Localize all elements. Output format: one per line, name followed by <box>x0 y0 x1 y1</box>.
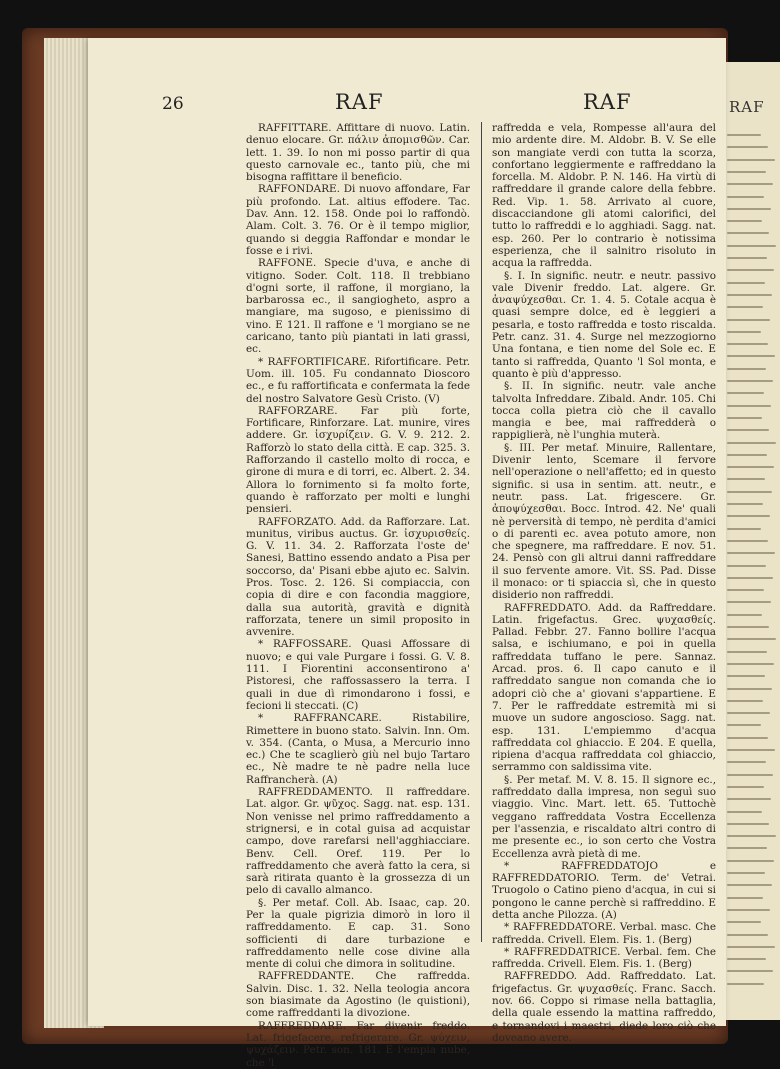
next-page-text-line <box>727 786 764 788</box>
dictionary-entry: RAFFORZARE. Far più forte, Fortificare, Rinforzare. Lat. munire, vires addere. Gr. ἰσχυρίζειν. G. V. 9. 212. 2. Rafforzò lo stato della città. E cap. 325. 3. Rafforzando il castello molto di rocca, e girone di mura e di torri, ec. Albert. 2. 34. Allora lo fornimento si fa molto forte, quando è rafforzato per molti e lunghi pensieri. <box>246 404 470 516</box>
dictionary-entry: RAFFREDDARE. Far divenir freddo. Lat. frigefacere, refrigerare. Gr. ψύχειν, ψυχάζειν. Petr. son. 181. E l'empia nube, che 'l <box>246 1019 470 1069</box>
next-page-text-line <box>727 220 762 222</box>
next-page-text-line <box>727 134 761 136</box>
next-page-text-line <box>727 405 771 407</box>
next-page-text-line <box>727 798 771 800</box>
dictionary-entry: §. III. Per metaf. Minuire, Rallentare, Divenir lento, Scemare il fervore nell'operazione o nell'affetto; ed in questo signific. si usa in sentim. att. neutr., e neutr. pass. Lat. frigescere. Gr. ἀποψύχεσθαι. Bocc. Introd. 42. Ne' quali nè perversità di tempo, nè perdita d'amici o di parenti ec. avea potuto amore, non che spegnere, ma raffreddare. E nov. 51. 24. Pensò con gli altrui danni raffreddare il suo fervente amore. Vit. SS. Pad. Disse il monaco: or ti spiaccia sì, che in questo disiderio non raffreddi. <box>492 441 716 602</box>
next-page-text-line <box>727 269 774 271</box>
dictionary-entry: §. Per metaf. Coll. Ab. Isaac, cap. 20. Per la quale pigrizia dimorò in loro il raffreddamento. E cap. 31. Sono sofficienti di dare turbazione e raffreddamento nelle cose divine alla mente di colui che dimora in solitudine. <box>246 896 470 971</box>
next-page-text-line <box>727 257 767 259</box>
next-page-text-line <box>727 897 763 899</box>
next-page-text-line <box>727 712 770 714</box>
dictionary-entry: RAFFONDARE. Di nuovo affondare, Far più profondo. Lat. altius effodere. Tac. Dav. Ann. 12. 158. Onde poi lo raffondò. Alam. Colt. 3. 76. Or è il tempo miglior, quando si deggia Raffondar e mondar le fosse e i rivi. <box>246 183 470 257</box>
next-page-text-line <box>727 675 765 677</box>
next-page-text-line <box>727 737 768 739</box>
next-page-text-line <box>727 934 768 936</box>
next-page-text-line <box>727 429 769 431</box>
next-page-text-line <box>727 565 766 567</box>
next-page-text-line <box>727 540 768 542</box>
next-page-text-line <box>727 921 761 923</box>
running-header-left: RAF <box>335 90 384 114</box>
dictionary-entry: RAFFITTARE. Affittare di nuovo. Latin. denuo elocare. Gr. πάλιν ἀπομισθῶν. Car. lett. 1. 39. Io non mi posso partir di qua questo carnovale ec., tanto più, che mi bisogna raffittare il beneficio. <box>246 122 470 184</box>
next-page-text-line <box>727 466 774 468</box>
next-page-text-line <box>727 294 772 296</box>
next-page-text-line <box>727 847 767 849</box>
next-page-text-line <box>727 171 766 173</box>
dictionary-entry: RAFFREDDO. Add. Raffreddato. Lat. frigefactus. Gr. ψυχασθείς. Franc. Sacch. nov. 66. Coppo si rimase nella battaglia, della quale essendo la mattina raffreddo, e tornandovi i maestri, diede loro ciò che doveano avere. <box>492 970 716 1044</box>
next-page-text-line <box>727 724 761 726</box>
next-page-text-line <box>727 503 763 505</box>
next-page-text-line <box>727 196 764 198</box>
next-page-text-line <box>727 823 769 825</box>
next-page-text-line <box>727 749 775 751</box>
running-header-right: RAF <box>583 90 632 114</box>
dictionary-entry: RAFFREDDANTE. Che raffredda. Salvin. Disc. 1. 32. Nella teologia ancora son biasimate da Agostino (le quistioni), come raffreddanti la divozione. <box>246 970 470 1020</box>
next-page-text-line <box>727 909 770 911</box>
next-page-text-line <box>727 601 771 603</box>
dictionary-entry: * RAFFOSSARE. Quasi Affossare di nuovo; e qui vale Purgare i fossi. G. V. 8. 111. I Fiorentini acconsentirono a' Pistoresi, che raffossassero la terra. I quali in due dì rimondarono i fossi, e fecioni li steccati. (C) <box>246 638 470 712</box>
next-page-text-line <box>727 688 772 690</box>
next-page-text-line <box>727 515 770 517</box>
next-page-text-line <box>727 245 776 247</box>
next-page-text-line <box>727 183 773 185</box>
next-page-text-line <box>727 811 762 813</box>
next-page-text-line <box>727 491 772 493</box>
dictionary-entry: RAFFREDDATO. Add. da Raffreddare. Latin. frigefactus. Grec. ψυχασθείς. Pallad. Febbr. 27. Fanno bollire l'acqua salsa, e ischiumano, e poi in quella raffreddata tuffano le pere. Sannaz. Arcad. pros. 6. Il capo canuto e il raffreddato sangue non comanda che io adopri ciò che a' giovani s'appartiene. E 7. Per le raffreddate estremità mi si muove un sudore angoscioso. Sagg. nat. esp. 131. L'empiemmo d'acqua raffreddata col ghiaccio. E 204. E quella, ripiena d'acqua raffreddata col ghiaccio, serrammo con saldissima vite. <box>492 601 716 774</box>
next-page-text-line <box>727 355 775 357</box>
next-page-text-line <box>727 884 772 886</box>
dictionary-entry: RAFFONE. Specie d'uva, e anche di vitigno. Soder. Colt. 118. Il trebbiano d'ogni sorte, il raffone, il morgiano, la barbarossa ec., il sangiogheto, aspro a mangiare, ma sugoso, e pienissimo di vino. E 121. Il raffone e 'l morgiano se ne caricano, tanto più piantati in lati grassi, ec. <box>246 257 470 356</box>
page-number: 26 <box>162 94 184 114</box>
next-page-text-line <box>727 306 763 308</box>
next-page-text-line <box>727 589 764 591</box>
dictionary-entry: §. II. In signific. neutr. vale anche talvolta Infreddare. Zibald. Andr. 105. Chi tocca colla pietra ciò che il cavallo mangia e bee, mai raffredderà o rappiglierà, nè l'unghia muterà. <box>492 380 716 442</box>
next-page-text-line <box>727 700 763 702</box>
next-page-text-line <box>727 319 770 321</box>
next-page-text-line <box>727 638 776 640</box>
next-page-text-line <box>727 626 769 628</box>
next-page-text-line <box>727 368 766 370</box>
next-page-text-line <box>727 651 767 653</box>
next-page-text-line <box>727 614 762 616</box>
dictionary-entry: RAFFORZATO. Add. da Rafforzare. Lat. munitus, viribus auctus. Gr. ἰσχυρισθείς. G. V. 11. 34. 2. Rafforzata l'oste de' Sanesi, Battino essendo andato a Pisa per soccorso, da' Pisani ebbe ajuto ec. Salvin. Pros. Tosc. 2. 126. Si compiaccia, con copia di dire e con facondia maggiore, dalla sua autorità, gravità e dignità rafforzata, tenere un simil proposito in avvenire. <box>246 515 470 639</box>
dictionary-entry: * RAFFRANCARE. Ristabilire, Rimettere in buono stato. Salvin. Inn. Om. v. 354. (Cantа, o Musa, a Mercurio inno ec.) Che te scaglierò giù nel bujo Tartaro ec., Nè madre te nè padre nella luce Raffrancherà. (A) <box>246 712 470 786</box>
next-page-text-line <box>727 442 776 444</box>
dictionary-entry: raffredda e vela, Rompesse all'aura del mio ardente dire. M. Aldobr. B. V. Se elle son mangiate verdi con tutta la scorza, confortano leggiermente e raffreddano la forcella. M. Aldobr. P. N. 146. Ha virtù di raffreddare il grande calore della febbre. Red. Vip. 1. 58. Arrivato al cuore, discacciandone gli atomi calorifici, del tutto lo raffreddi e lo agghiadi. Sagg. nat. esp. 260. Per lo contrario è notissima esperienza, che il salnitro risoluto in acqua la raffredda. <box>492 122 716 270</box>
next-page-text-line <box>727 761 766 763</box>
dictionary-entry: §. I. In signific. neutr. e neutr. passivo vale Divenir freddo. Lat. algere. Gr. ἀναψύχεσθαι. Cr. 1. 4. 5. Cotale acqua è quasi sempre dolce, ed è leggieri a pesarla, e tosto raffredda e tosto riscalda. Petr. canz. 31. 4. Surge nel mezzogiorno Una fontana, e tien nome del Sole ec. E tanto si raffredda, Quanto 'l Sol monta, e quanto è più d'appresso. <box>492 269 716 380</box>
dictionary-entry: RAFFREDDAMENTO. Il raffreddare. Lat. algor. Gr. ψῦχος. Sagg. nat. esp. 131. Non venisse nel primo raffreddamento a strignersi, e in cotal guisa ad acquistar campo, dove rarefarsi nell'agghiacciare. Benv. Cell. Oref. 119. Per lo raffreddamento che averà fatto la cera, si sarà ritirata quanto è la grossezza di un pelo di cavallo almanco. <box>246 786 470 897</box>
next-page-text-line <box>727 232 769 234</box>
next-page-text-line <box>727 159 775 161</box>
next-page-header: RAF <box>729 98 765 116</box>
next-page-text-line <box>727 454 767 456</box>
next-page-text-line <box>727 860 774 862</box>
next-page-text-line <box>727 872 765 874</box>
next-page-text-line <box>727 663 774 665</box>
next-page-text-line <box>727 958 766 960</box>
next-page-text-line <box>727 983 764 985</box>
next-page-text-line <box>727 146 768 148</box>
next-page-text-line <box>727 577 773 579</box>
next-page-text-line <box>727 528 761 530</box>
next-page-text-line <box>727 970 773 972</box>
next-page-text-line <box>727 392 764 394</box>
dictionary-entry: * RAFFREDDATOJO e RAFFREDDATORIO. Term. de' Vetrai. Truogolo o Catino pieno d'acqua, in cui si pongono le canne perchè si raffreddino. E detta anche Pilozza. (A) <box>492 859 716 921</box>
next-page-text-line <box>727 208 771 210</box>
next-page-text-line <box>727 417 762 419</box>
dictionary-entry: * RAFFORTIFICARE. Rifortificare. Petr. Uom. ill. 105. Fu condannato Dioscoro ec., e fu raffortificata e confermata la fede del nostro Salvatore Gesù Cristo. (V) <box>246 355 470 405</box>
next-page-text-line <box>727 774 773 776</box>
next-page-text-line <box>727 331 761 333</box>
dictionary-entry: * RAFFREDDATORE. Verbal. masc. Che raffredda. Crivell. Elem. Fis. 1. (Berg) <box>492 921 716 946</box>
next-page-text-line <box>727 835 776 837</box>
next-page-text-line <box>727 478 765 480</box>
next-page-text-line <box>727 946 775 948</box>
right-column <box>492 122 716 1044</box>
next-page-edge <box>722 62 780 1020</box>
next-page-text-line <box>727 282 765 284</box>
column-divider <box>481 122 482 942</box>
dictionary-entry: * RAFFREDDATRICE. Verbal. fem. Che raffredda. Crivell. Elem. Fis. 1. (Berg) <box>492 945 716 971</box>
next-page-text-line <box>727 552 775 554</box>
dictionary-entry: §. Per metaf. M. V. 8. 15. Il signore ec., raffreddato dalla impresa, non seguì suo viaggio. Vinc. Mart. lett. 65. Tuttochè veggano raffreddata Vostra Eccellenza per l'assenzia, e riscaldato altri contro di me presente ec., io son certo che Vostra Eccellenza avrà pietà di me. <box>492 773 716 860</box>
left-column <box>246 122 470 1069</box>
next-page-text-line <box>727 380 773 382</box>
next-page-text-line <box>727 343 768 345</box>
